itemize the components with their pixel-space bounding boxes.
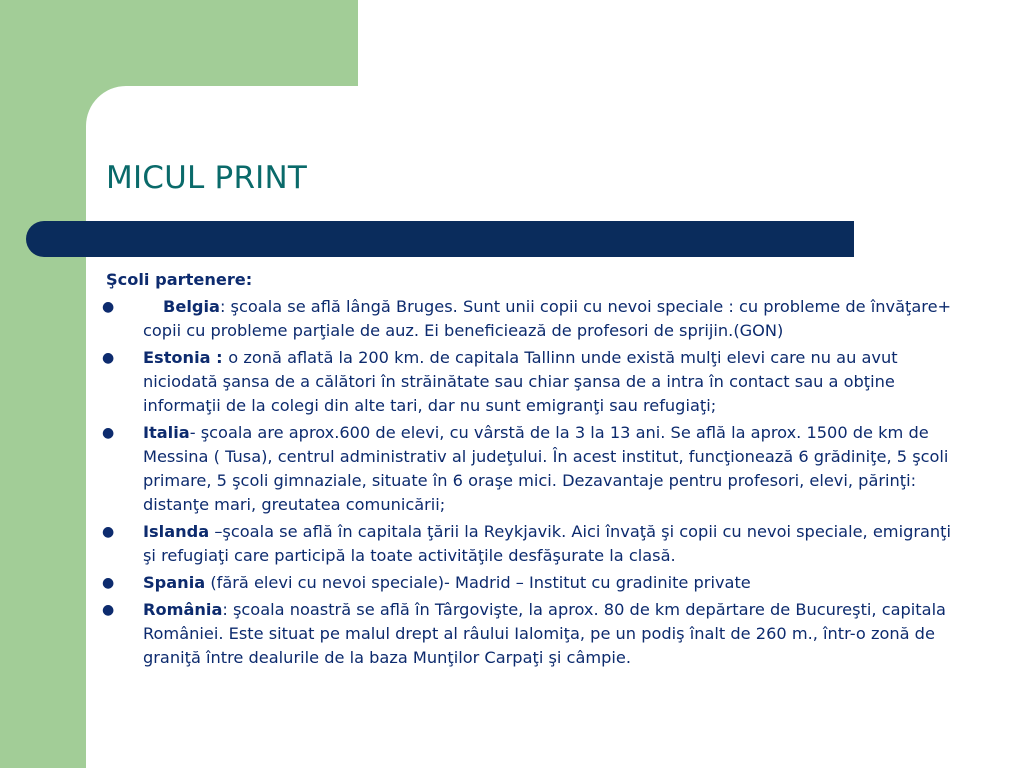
title-underline-bar <box>26 221 854 257</box>
country-description: - şcoala are aprox.600 de elevi, cu vârstă de la 3 la 13 ani. Se află la aprox. 1500 de km de Messina ( Tusa), centrul administrativ al judeţului. În acest institut, funcţionează 6 grădiniţe, 5 şcoli primare, 5 şcoli gimnaziale, situate în 6 oraşe mici. Dezavantaje pentru profesori, elevi, părinţi: distanţe mari, greutatea comunicării; <box>143 423 949 514</box>
list-item-romania <box>102 598 956 670</box>
list-item-belgia <box>102 295 956 343</box>
country-name: Italia <box>143 423 190 442</box>
country-name: Spania <box>143 573 206 592</box>
country-name: România <box>143 600 223 619</box>
bullet-icon: ● <box>102 524 115 540</box>
country-description: : şcoala noastră se află în Târgovişte, la aprox. 80 de km depărtare de Bucureşti, capitala României. Este situat pe malul drept al râului Ialomiţa, pe un podiş înalt de 260 m., într-o zonă de graniţă între dealurile de la baza Munţilor Carpaţi şi câmpie. <box>143 600 946 667</box>
bullet-icon: ● <box>102 575 115 591</box>
slide-content <box>102 268 956 673</box>
country-description: (fără elevi cu nevoi speciale)- Madrid – Institut cu gradinite private <box>205 573 751 592</box>
partner-list <box>102 295 956 670</box>
country-name: Estonia : <box>143 348 229 367</box>
bullet-icon: ● <box>102 350 115 366</box>
slide-title: MICUL PRINT <box>106 160 308 196</box>
country-description: –şcoala se află în capitala ţării la Reykjavik. Aici învaţă şi copii cu nevoi speciale, emigranţi şi refugiaţi care participă la toate activităţile desfăşurate la clasă. <box>143 522 952 565</box>
list-item-spania <box>102 571 956 595</box>
list-item-islanda <box>102 520 956 568</box>
bullet-icon: ● <box>102 425 115 441</box>
list-item-estonia <box>102 346 956 418</box>
country-description: o zonă aflată la 200 km. de capitala Tallinn unde există mulţi elevi care nu au avut niciodată şansa de a călători în străinătate sau chiar şansa de a intra în contact sau a obţine informaţii de la colegi din alte tari, dar nu sunt emigranţi sau refugiaţi; <box>143 348 898 415</box>
country-description: : şcoala se află lângă Bruges. Sunt unii copii cu nevoi speciale : cu probleme de învăţare+ copii cu probleme parţiale de auz. Ei beneficiează de profesori de sprijin.(GON) <box>143 297 952 340</box>
list-item-italia <box>102 421 956 517</box>
country-name: Islanda <box>143 522 210 541</box>
country-name: Belgia <box>163 297 220 316</box>
partners-heading: Şcoli partenere: <box>106 270 253 289</box>
bullet-icon: ● <box>102 299 115 315</box>
bullet-icon: ● <box>102 602 115 618</box>
